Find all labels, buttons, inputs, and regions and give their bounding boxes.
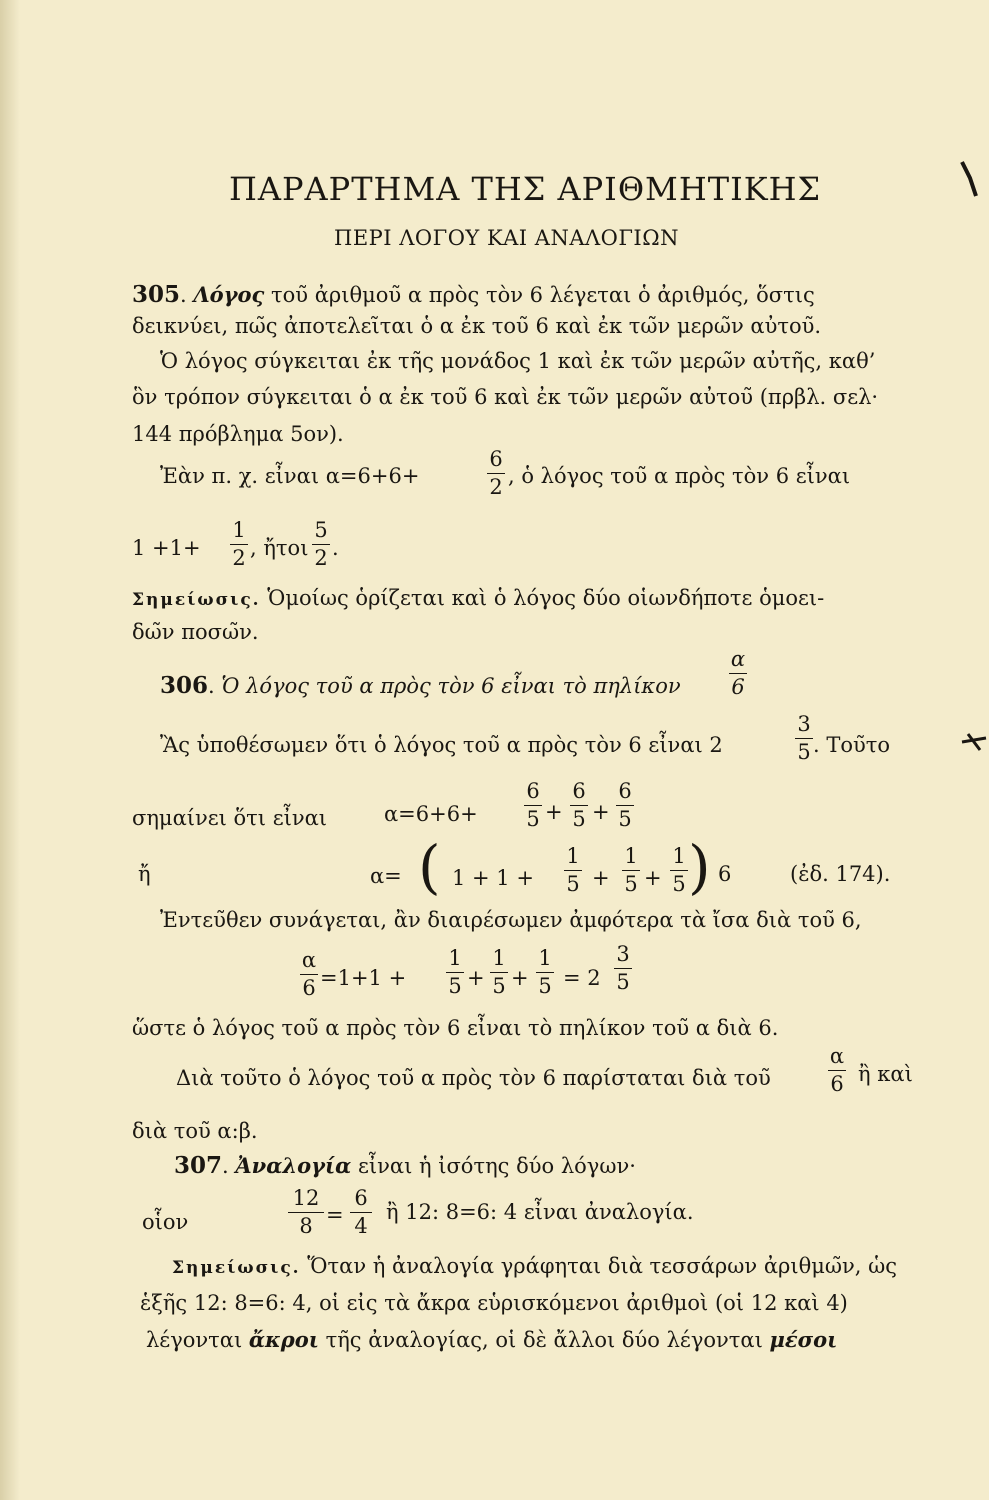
note-305-line2: δω̃ν ποσω̃ν.: [132, 620, 259, 644]
left-paren: (: [418, 833, 441, 901]
section-number: 305: [132, 281, 181, 308]
text: Ὁμοίως ὁρίζεται καὶ ὁ λόγος δύο οἱωνδήποτε ὁμοει-: [267, 586, 825, 610]
plus-sign: +: [467, 966, 485, 990]
section-306-line1-post: . Του̃το: [813, 733, 891, 757]
note-307-line3: [146, 1327, 837, 1352]
equation-1-fraction-3: 6 5: [616, 781, 634, 830]
page-mark-icon: [960, 728, 988, 758]
note-307-line1: [172, 1254, 897, 1278]
equation-1-pre: α=6+6+: [384, 802, 478, 826]
equation-3-fraction-ab: α 6: [301, 948, 317, 1000]
equation-3-fraction-result: 3 5: [614, 944, 632, 993]
equation-1-fraction-1: 6 5: [524, 781, 542, 830]
equation-2-fraction-2: 1 5: [622, 846, 640, 895]
equation-3-eq: = 2: [563, 966, 601, 990]
page-subtitle: ΠΕΡΙ ΛΟΓΟΥ ΚΑΙ ΑΝΑΛΟΓΙΩΝ: [334, 226, 680, 250]
term-logos: Λόγος: [193, 282, 265, 307]
section-305-line4: ὃν τρόπον σύγκειται ὁ α ἐκ του̃ 6 καὶ ἐκ τω̃ν μερω̃ν αὐτου̃ (πρβλ. σελ·: [132, 385, 879, 409]
plus-sign: +: [592, 800, 610, 824]
right-paren: ): [688, 833, 711, 901]
text: λέγονται: [146, 1328, 243, 1352]
example-fraction: 6 2: [487, 449, 505, 498]
equation-3-fraction-2: 1 5: [490, 948, 508, 997]
equation-2-after: 6: [718, 862, 732, 886]
plus-sign: +: [511, 966, 529, 990]
section-number: 306: [160, 672, 209, 699]
plus-sign: +: [592, 866, 610, 890]
section-number: 307: [174, 1152, 223, 1179]
page-title: ΠΑΡΑΡΤΗΜΑ ΤΗΣ ΑΡΙΘΜΗΤΙΚΗΣ: [229, 170, 822, 208]
section-305-line1: 305. Λόγος του̃ ἀριθμου̃ α πρὸς τὸν 6 λέγεται ὁ ἀριθμός, ὅστις: [132, 281, 815, 308]
term-akroi: ἄκροι: [248, 1327, 319, 1352]
equation-3-fraction-3: 1 5: [536, 948, 554, 997]
section-305-line5: 144 πρόβλημα 5ον).: [132, 422, 344, 446]
note-307-line2: ἑξη̃ς 12: 8=6: 4, οἱ εἰς τὰ ἄκρα εὑρισκόμενοι ἀριθμοὶ (οἱ 12 καὶ 4): [140, 1291, 848, 1315]
section-306-line2: σημαίνει ὅτι εἶναι: [132, 806, 327, 830]
text: εἶναι ἡ ἰσότης δύο λόγων·: [358, 1154, 636, 1178]
result-pre: 1 +1+: [132, 536, 201, 560]
equation-2-inner: 1 + 1 +: [452, 866, 534, 890]
section-305-line2: δεικνύει, πω̃ς ἀποτελει̃ται ὁ α ἐκ του̃ 6 καὶ ἐκ τω̃ν μερω̃ν αὐτου̃.: [132, 314, 822, 338]
example-post: , ὁ λόγος του̃ α πρὸς τὸν 6 εἶναι: [508, 464, 851, 488]
result-fraction-2: 5 2: [312, 520, 330, 569]
equation-2-fraction-3: 1 5: [670, 846, 688, 895]
note-label: Σημείωσις.: [132, 590, 261, 610]
plus-sign: +: [545, 800, 563, 824]
example-pre: Ἐὰν π. χ. εἶναι α=6+6+: [160, 464, 420, 488]
equation-2-pre: α=: [370, 864, 402, 888]
section-306-line6: διὰ του̃ α:β.: [132, 1119, 258, 1143]
text: τη̃ς ἀναλογίας, οἱ δὲ ἄλλοι δύο λέγονται: [325, 1328, 763, 1352]
statement-fraction: α 6: [730, 647, 746, 699]
line1-fraction: 3 5: [795, 714, 813, 763]
section-306-statement: 306. Ὁ λόγος του̃ α πρὸς τὸν 6 εἶναι τὸ πηλίκον: [160, 672, 681, 699]
proportion-eq: =: [326, 1203, 344, 1227]
text: του̃ ἀριθμου̃ α πρὸς τὸν 6 λέγεται ὁ ἀριθμός, ὅστις: [271, 283, 815, 307]
or-label: ἤ: [138, 862, 151, 886]
section-307-line1: 307. Ἀναλογία εἶναι ἡ ἰσότης δύο λόγων·: [174, 1152, 636, 1179]
equation-1-fraction-2: 6 5: [570, 781, 588, 830]
equation-2-ref: (ἐδ. 174).: [790, 862, 891, 886]
page-mark-icon: [958, 160, 980, 200]
equation-3-fraction-1: 1 5: [446, 948, 464, 997]
plus-sign: +: [644, 866, 662, 890]
equation-2-fraction-1: 1 5: [564, 846, 582, 895]
text: Ὁ λόγος του̃ α πρὸς τὸν 6 εἶναι τὸ πηλίκον: [221, 674, 681, 698]
section-306-line4: ὥστε ὁ λόγος του̃ α πρὸς τὸν 6 εἶναι τὸ πηλίκον του̃ α διὰ 6.: [132, 1016, 779, 1040]
term-mesoi: μέσοι: [769, 1327, 838, 1352]
example-label: οἷον: [142, 1210, 189, 1234]
text: Ὅταν ἡ ἀναλογία γράφηται διὰ τεσσάρων ἀριθμω̃ν, ὡς: [307, 1254, 897, 1278]
proportion-fraction-2: 6 4: [350, 1188, 372, 1237]
proportion-post: ἢ 12: 8=6: 4 εἶναι ἀναλογία.: [386, 1200, 694, 1224]
note-305-line1: [132, 586, 824, 610]
result-fraction-1: 1 2: [230, 520, 248, 569]
section-306-line3: Ἐντευ̃θεν συνάγεται, ἂν διαιρέσωμεν ἀμφότερα τὰ ἴσα διὰ του̃ 6,: [160, 908, 862, 932]
result-end: .: [332, 536, 339, 560]
term-analogia: Ἀναλογία: [235, 1153, 352, 1178]
note-label: Σημείωσις.: [172, 1258, 301, 1278]
section-306-line1-pre: Ἂς ὑποθέσωμεν ὅτι ὁ λόγος του̃ α πρὸς τὸν 6 εἶναι 2: [160, 733, 723, 757]
section-306-line5-pre: Διὰ του̃το ὁ λόγος του̃ α πρὸς τὸν 6 παρίσταται διὰ του̃: [176, 1066, 771, 1090]
section-306-line5-post: ἢ καὶ: [858, 1062, 913, 1086]
line5-fraction: α 6: [829, 1044, 845, 1096]
page-edge-shadow: [0, 0, 20, 1500]
section-305-line3: Ὁ λόγος σύγκειται ἐκ τη̃ς μονάδος 1 καὶ ἐκ τω̃ν μερω̃ν αὐτη̃ς, καθ’: [160, 349, 876, 373]
result-mid: , ἤτοι: [250, 536, 309, 560]
equation-3-mid: =1+1 +: [320, 966, 407, 990]
proportion-fraction-1: 12 8: [288, 1188, 324, 1237]
